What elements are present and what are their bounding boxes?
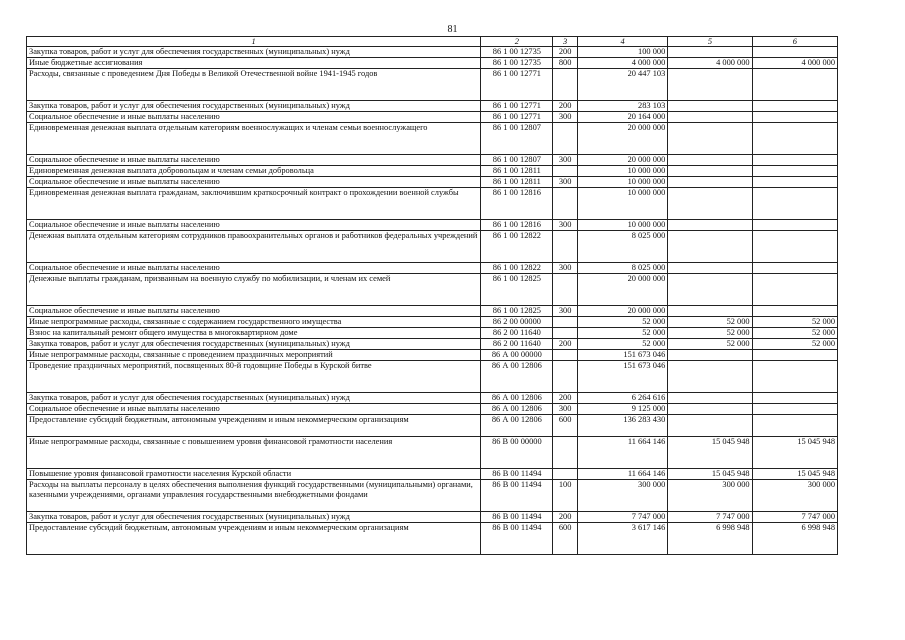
row-amount-year2-cell bbox=[668, 306, 752, 317]
row-amount-year2-cell: 52 000 bbox=[668, 339, 752, 350]
row-code-cell: 86 1 00 12807 bbox=[481, 155, 553, 166]
row-amount-year2-cell bbox=[668, 47, 752, 58]
row-amount-year2-cell bbox=[668, 231, 752, 263]
row-amount-year1-cell: 20 000 000 bbox=[577, 306, 667, 317]
row-amount-year3-cell bbox=[752, 166, 837, 177]
row-amount-year3-cell bbox=[752, 155, 837, 166]
row-amount-year1-cell: 20 000 000 bbox=[577, 274, 667, 306]
row-name-cell: Повышение уровня финансовой грамотности населения Курской области bbox=[27, 469, 481, 480]
row-amount-year2-cell bbox=[668, 155, 752, 166]
row-name-cell: Закупка товаров, работ и услуг для обеспечения государственных (муниципальных) нужд bbox=[27, 512, 481, 523]
row-code-cell: 86 В 00 11494 bbox=[481, 469, 553, 480]
column-number-code: 2 bbox=[481, 37, 553, 47]
table-row bbox=[27, 350, 838, 361]
row-expense-type-cell: 300 bbox=[553, 177, 577, 188]
row-amount-year2-cell bbox=[668, 274, 752, 306]
row-amount-year3-cell: 52 000 bbox=[752, 317, 837, 328]
row-amount-year2-cell bbox=[668, 101, 752, 112]
table-row bbox=[27, 328, 838, 339]
row-amount-year1-cell: 10 000 000 bbox=[577, 177, 667, 188]
row-expense-type-cell bbox=[553, 437, 577, 469]
row-amount-year1-cell: 283 103 bbox=[577, 101, 667, 112]
row-amount-year1-cell: 8 025 000 bbox=[577, 263, 667, 274]
row-name-cell: Расходы на выплаты персоналу в целях обеспечения выполнения функций государственными (муниципальными) органами, казенными учреждениями, органами управления государственными внебюджетными фондами bbox=[27, 480, 481, 512]
row-expense-type-cell: 200 bbox=[553, 101, 577, 112]
row-amount-year3-cell: 15 045 948 bbox=[752, 469, 837, 480]
row-name-cell: Иные бюджетные ассигнования bbox=[27, 58, 481, 69]
row-amount-year2-cell bbox=[668, 415, 752, 437]
row-amount-year1-cell: 10 000 000 bbox=[577, 188, 667, 220]
row-name-cell: Социальное обеспечение и иные выплаты населению bbox=[27, 404, 481, 415]
row-name-cell: Единовременная денежная выплата отдельным категориям военнослужащих и членам семьи военнослужащего bbox=[27, 123, 481, 155]
row-amount-year1-cell: 10 000 000 bbox=[577, 166, 667, 177]
row-name-cell: Взнос на капитальный ремонт общего имущества в многоквартирном доме bbox=[27, 328, 481, 339]
row-code-cell: 86 1 00 12822 bbox=[481, 263, 553, 274]
row-amount-year1-cell: 100 000 bbox=[577, 47, 667, 58]
row-amount-year2-cell: 15 045 948 bbox=[668, 469, 752, 480]
row-name-cell: Единовременная денежная выплата гражданам, заключившим краткосрочный контракт о прохождении военной службы bbox=[27, 188, 481, 220]
row-amount-year3-cell: 15 045 948 bbox=[752, 437, 837, 469]
row-amount-year3-cell: 52 000 bbox=[752, 339, 837, 350]
row-code-cell: 86 1 00 12822 bbox=[481, 231, 553, 263]
table-row bbox=[27, 123, 838, 155]
row-name-cell: Предоставление субсидий бюджетным, автономным учреждениям и иным некоммерческим организациям bbox=[27, 523, 481, 555]
row-name-cell: Социальное обеспечение и иные выплаты населению bbox=[27, 177, 481, 188]
table-row bbox=[27, 69, 838, 101]
row-amount-year3-cell: 52 000 bbox=[752, 328, 837, 339]
table-row bbox=[27, 415, 838, 437]
row-name-cell: Денежная выплата отдельным категориям сотрудников правоохранительных органов и работников федеральных учреждений bbox=[27, 231, 481, 263]
table-row bbox=[27, 523, 838, 555]
table-row bbox=[27, 317, 838, 328]
row-expense-type-cell bbox=[553, 166, 577, 177]
row-expense-type-cell bbox=[553, 317, 577, 328]
row-code-cell: 86 1 00 12816 bbox=[481, 188, 553, 220]
row-amount-year1-cell: 4 000 000 bbox=[577, 58, 667, 69]
row-expense-type-cell: 300 bbox=[553, 220, 577, 231]
row-amount-year3-cell bbox=[752, 123, 837, 155]
row-amount-year2-cell: 6 998 948 bbox=[668, 523, 752, 555]
row-amount-year1-cell: 151 673 046 bbox=[577, 350, 667, 361]
row-code-cell: 86 1 00 12735 bbox=[481, 47, 553, 58]
row-amount-year3-cell bbox=[752, 112, 837, 123]
row-amount-year3-cell bbox=[752, 47, 837, 58]
column-number-type: 3 bbox=[553, 37, 577, 47]
table-row bbox=[27, 512, 838, 523]
row-expense-type-cell bbox=[553, 469, 577, 480]
row-amount-year1-cell: 3 617 146 bbox=[577, 523, 667, 555]
row-expense-type-cell bbox=[553, 274, 577, 306]
row-code-cell: 86 1 00 12816 bbox=[481, 220, 553, 231]
row-amount-year2-cell bbox=[668, 220, 752, 231]
row-code-cell: 86 А 00 12806 bbox=[481, 404, 553, 415]
row-amount-year1-cell: 9 125 000 bbox=[577, 404, 667, 415]
row-amount-year3-cell bbox=[752, 69, 837, 101]
row-amount-year3-cell bbox=[752, 361, 837, 393]
row-code-cell: 86 В 00 11494 bbox=[481, 523, 553, 555]
row-amount-year3-cell: 4 000 000 bbox=[752, 58, 837, 69]
table-row bbox=[27, 393, 838, 404]
column-number-row bbox=[27, 37, 838, 47]
row-amount-year1-cell: 7 747 000 bbox=[577, 512, 667, 523]
row-name-cell: Предоставление субсидий бюджетным, автономным учреждениям и иным некоммерческим организациям bbox=[27, 415, 481, 437]
table-row bbox=[27, 177, 838, 188]
row-name-cell: Социальное обеспечение и иные выплаты населению bbox=[27, 112, 481, 123]
row-amount-year2-cell bbox=[668, 112, 752, 123]
row-amount-year3-cell: 7 747 000 bbox=[752, 512, 837, 523]
row-amount-year3-cell: 6 998 948 bbox=[752, 523, 837, 555]
row-name-cell: Расходы, связанные с проведением Дня Победы в Великой Отечественной войне 1941-1945 годов bbox=[27, 69, 481, 101]
row-amount-year2-cell: 300 000 bbox=[668, 480, 752, 512]
row-code-cell: 86 1 00 12807 bbox=[481, 123, 553, 155]
row-amount-year1-cell: 52 000 bbox=[577, 339, 667, 350]
row-expense-type-cell: 300 bbox=[553, 306, 577, 317]
row-amount-year2-cell bbox=[668, 361, 752, 393]
table-row bbox=[27, 339, 838, 350]
row-amount-year1-cell: 11 664 146 bbox=[577, 437, 667, 469]
row-expense-type-cell bbox=[553, 361, 577, 393]
row-name-cell: Иные непрограммные расходы, связанные с содержанием государственного имущества bbox=[27, 317, 481, 328]
row-amount-year1-cell: 52 000 bbox=[577, 317, 667, 328]
row-code-cell: 86 1 00 12771 bbox=[481, 101, 553, 112]
row-amount-year3-cell bbox=[752, 177, 837, 188]
row-amount-year2-cell: 52 000 bbox=[668, 317, 752, 328]
row-expense-type-cell bbox=[553, 188, 577, 220]
row-expense-type-cell: 300 bbox=[553, 263, 577, 274]
table-row bbox=[27, 480, 838, 512]
table-row bbox=[27, 274, 838, 306]
row-expense-type-cell bbox=[553, 350, 577, 361]
row-amount-year2-cell: 15 045 948 bbox=[668, 437, 752, 469]
row-amount-year2-cell bbox=[668, 177, 752, 188]
table-row bbox=[27, 58, 838, 69]
row-amount-year3-cell bbox=[752, 393, 837, 404]
row-code-cell: 86 1 00 12811 bbox=[481, 177, 553, 188]
row-amount-year2-cell: 7 747 000 bbox=[668, 512, 752, 523]
row-expense-type-cell: 200 bbox=[553, 47, 577, 58]
row-name-cell: Денежные выплаты гражданам, призванным на военную службу по мобилизации, и членам их семей bbox=[27, 274, 481, 306]
column-number-year3: 6 bbox=[752, 37, 837, 47]
row-amount-year3-cell bbox=[752, 415, 837, 437]
row-amount-year3-cell: 300 000 bbox=[752, 480, 837, 512]
row-code-cell: 86 А 00 00000 bbox=[481, 350, 553, 361]
row-name-cell: Социальное обеспечение и иные выплаты населению bbox=[27, 220, 481, 231]
row-name-cell: Социальное обеспечение и иные выплаты населению bbox=[27, 263, 481, 274]
row-amount-year3-cell bbox=[752, 350, 837, 361]
row-amount-year2-cell bbox=[668, 393, 752, 404]
table-row bbox=[27, 47, 838, 58]
row-code-cell: 86 В 00 11494 bbox=[481, 512, 553, 523]
row-code-cell: 86 А 00 12806 bbox=[481, 361, 553, 393]
row-amount-year2-cell bbox=[668, 350, 752, 361]
row-expense-type-cell: 300 bbox=[553, 404, 577, 415]
row-amount-year2-cell bbox=[668, 404, 752, 415]
budget-table-body bbox=[27, 37, 838, 555]
row-amount-year3-cell bbox=[752, 274, 837, 306]
column-number-year2: 5 bbox=[668, 37, 752, 47]
page-number: 81 bbox=[447, 24, 458, 35]
table-row bbox=[27, 220, 838, 231]
row-name-cell: Закупка товаров, работ и услуг для обеспечения государственных (муниципальных) нужд bbox=[27, 101, 481, 112]
table-row bbox=[27, 188, 838, 220]
row-expense-type-cell: 200 bbox=[553, 393, 577, 404]
row-name-cell: Закупка товаров, работ и услуг для обеспечения государственных (муниципальных) нужд bbox=[27, 339, 481, 350]
row-amount-year3-cell bbox=[752, 220, 837, 231]
row-expense-type-cell: 800 bbox=[553, 58, 577, 69]
table-row bbox=[27, 306, 838, 317]
budget-table bbox=[26, 36, 838, 555]
row-amount-year1-cell: 300 000 bbox=[577, 480, 667, 512]
row-code-cell: 86 1 00 12825 bbox=[481, 274, 553, 306]
row-expense-type-cell: 200 bbox=[553, 339, 577, 350]
row-amount-year2-cell bbox=[668, 263, 752, 274]
row-amount-year1-cell: 20 164 000 bbox=[577, 112, 667, 123]
row-amount-year2-cell bbox=[668, 123, 752, 155]
table-row bbox=[27, 469, 838, 480]
row-code-cell: 86 2 00 11640 bbox=[481, 328, 553, 339]
row-amount-year2-cell bbox=[668, 69, 752, 101]
row-amount-year3-cell bbox=[752, 101, 837, 112]
table-row bbox=[27, 112, 838, 123]
column-number-name: 1 bbox=[27, 37, 481, 47]
row-expense-type-cell bbox=[553, 123, 577, 155]
table-row bbox=[27, 437, 838, 469]
row-expense-type-cell: 300 bbox=[553, 112, 577, 123]
row-name-cell: Иные непрограммные расходы, связанные с проведением праздничных мероприятий bbox=[27, 350, 481, 361]
row-code-cell: 86 В 00 00000 bbox=[481, 437, 553, 469]
row-amount-year1-cell: 20 000 000 bbox=[577, 155, 667, 166]
row-amount-year1-cell: 11 664 146 bbox=[577, 469, 667, 480]
row-code-cell: 86 1 00 12825 bbox=[481, 306, 553, 317]
table-row bbox=[27, 404, 838, 415]
row-amount-year1-cell: 20 447 103 bbox=[577, 69, 667, 101]
row-amount-year3-cell bbox=[752, 404, 837, 415]
table-row bbox=[27, 101, 838, 112]
row-amount-year2-cell: 52 000 bbox=[668, 328, 752, 339]
row-code-cell: 86 А 00 12806 bbox=[481, 393, 553, 404]
table-row bbox=[27, 155, 838, 166]
row-amount-year1-cell: 151 673 046 bbox=[577, 361, 667, 393]
row-amount-year3-cell bbox=[752, 263, 837, 274]
row-code-cell: 86 1 00 12771 bbox=[481, 69, 553, 101]
row-name-cell: Социальное обеспечение и иные выплаты населению bbox=[27, 155, 481, 166]
row-name-cell: Единовременная денежная выплата добровольцам и членам семьи добровольца bbox=[27, 166, 481, 177]
row-name-cell: Проведение праздничных мероприятий, посвященных 80-й годовщине Победы в Курской битве bbox=[27, 361, 481, 393]
row-code-cell: 86 1 00 12735 bbox=[481, 58, 553, 69]
row-amount-year1-cell: 20 000 000 bbox=[577, 123, 667, 155]
row-name-cell: Социальное обеспечение и иные выплаты населению bbox=[27, 306, 481, 317]
row-code-cell: 86 А 00 12806 bbox=[481, 415, 553, 437]
table-row bbox=[27, 263, 838, 274]
row-amount-year1-cell: 10 000 000 bbox=[577, 220, 667, 231]
table-row bbox=[27, 166, 838, 177]
row-amount-year3-cell bbox=[752, 188, 837, 220]
row-expense-type-cell: 600 bbox=[553, 415, 577, 437]
row-code-cell: 86 1 00 12771 bbox=[481, 112, 553, 123]
row-amount-year3-cell bbox=[752, 231, 837, 263]
row-amount-year2-cell: 4 000 000 bbox=[668, 58, 752, 69]
row-amount-year2-cell bbox=[668, 188, 752, 220]
row-amount-year3-cell bbox=[752, 306, 837, 317]
row-amount-year1-cell: 52 000 bbox=[577, 328, 667, 339]
table-row bbox=[27, 231, 838, 263]
row-code-cell: 86 2 00 11640 bbox=[481, 339, 553, 350]
row-code-cell: 86 В 00 11494 bbox=[481, 480, 553, 512]
row-expense-type-cell: 600 bbox=[553, 523, 577, 555]
row-expense-type-cell: 200 bbox=[553, 512, 577, 523]
row-amount-year2-cell bbox=[668, 166, 752, 177]
row-code-cell: 86 2 00 00000 bbox=[481, 317, 553, 328]
row-amount-year1-cell: 6 264 616 bbox=[577, 393, 667, 404]
row-code-cell: 86 1 00 12811 bbox=[481, 166, 553, 177]
row-expense-type-cell bbox=[553, 69, 577, 101]
row-expense-type-cell bbox=[553, 328, 577, 339]
table-row bbox=[27, 361, 838, 393]
row-expense-type-cell: 100 bbox=[553, 480, 577, 512]
row-name-cell: Закупка товаров, работ и услуг для обеспечения государственных (муниципальных) нужд bbox=[27, 47, 481, 58]
row-expense-type-cell: 300 bbox=[553, 155, 577, 166]
row-name-cell: Закупка товаров, работ и услуг для обеспечения государственных (муниципальных) нужд bbox=[27, 393, 481, 404]
row-expense-type-cell bbox=[553, 231, 577, 263]
row-amount-year1-cell: 136 283 430 bbox=[577, 415, 667, 437]
row-amount-year1-cell: 8 025 000 bbox=[577, 231, 667, 263]
row-name-cell: Иные непрограммные расходы, связанные с повышением уровня финансовой грамотности населения bbox=[27, 437, 481, 469]
column-number-year1: 4 bbox=[577, 37, 667, 47]
